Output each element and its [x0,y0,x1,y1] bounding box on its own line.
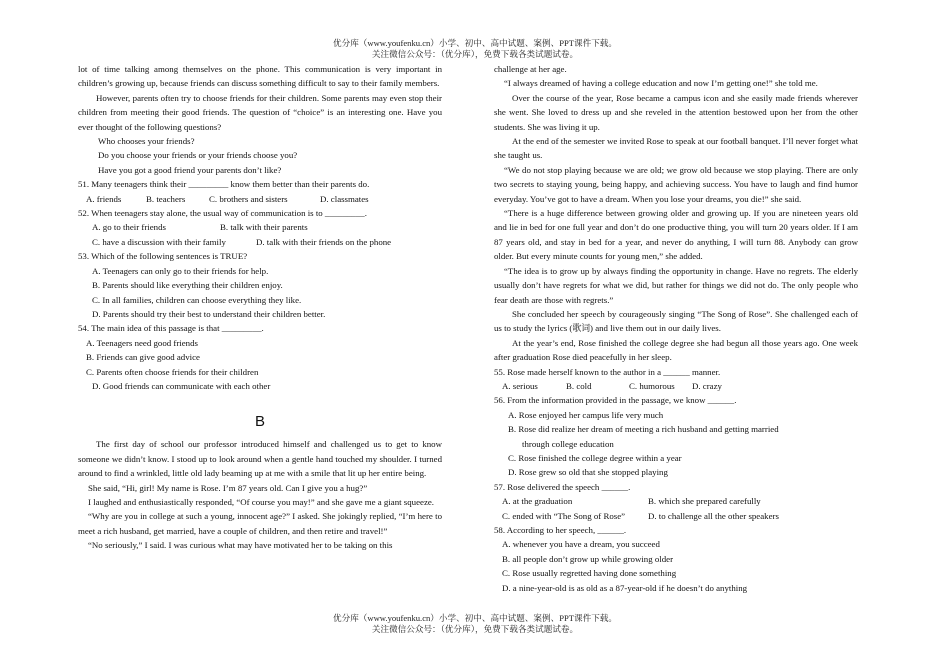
passage-b-paragraph: She said, “Hi, girl! My name is Rose. I’m 87 years old. Can I give you a hug?” [88,482,368,493]
option-c: C. Parents often choose friends for their children [86,366,259,377]
question-57-options [494,509,858,523]
page-header [0,38,950,60]
option-b: B. Parents should like everything their children enjoy. [92,280,283,291]
question-54-stem: 54. The main idea of this passage is that _________. [78,323,264,334]
passage-b-paragraph: The first day of school our professor introduced himself and challenged us to get to know someone we didn’t know. I stood up to look around when a gentle hand touched my shoulder. I turned around to find a wrinkled, little old lady beaming up at me with a smile that lit up her entire being. [78,439,442,479]
passage-b-paragraph: “The idea is to grow up by always finding the opportunity in change. Have no regrets. The elderly usually don’t have regrets for what we did, but rather for things we did not do. The only people who fear death are those with regrets.” [494,265,858,305]
option-d: D. crazy [692,380,722,391]
option-a: A. Teenagers need good friends [86,337,198,348]
passage-b-paragraph: “There is a huge difference between growing older and growing up. If you are nineteen years old and lie in bed for one full year and don’t do one productive thing, you will turn 20 years older. If I am 87 years old, and stay in bed for a year, and never do anything, I will turn 88. Anybody can grow older. But every minute counts for young men,” she added. [494,208,858,262]
option-c: C. Rose finished the college degree within a year [508,452,682,463]
option-d: D. classmates [320,193,369,204]
option-c: C. humorous [629,380,675,391]
option-c: C. ended with “The Song of Rose” [502,510,626,521]
passage-b-paragraph: “We do not stop playing because we are old; we grow old because we stop playing. There are only two secrets to staying young, being happy, and achieving success. You have to laugh and find humor everyday. You’ve got to have a dream. When you lose your dreams, you die!” she said. [494,164,858,204]
passage-b-paragraph: At the end of the semester we invited Rose to speak at our football banquet. I’ll never forget what she taught us. [494,136,858,161]
option-a: A. friends [86,193,122,204]
option-a: A. serious [502,380,538,391]
option-d: D. to challenge all the other speakers [648,510,779,521]
question-58-stem: 58. According to her speech, ______. [494,525,627,535]
option-b: B. teachers [146,193,186,204]
option-a: A. at the graduation [502,496,573,507]
header-line-1: 优分库（www.youfenku.cn）小学、初中、高中试题、案例、PPT课件下载。 [333,38,617,48]
question-55-options [494,379,858,393]
passage-b-paragraph: I laughed and enthusiastically responded, “Of course you may!” and she gave me a giant squeeze. [88,496,435,507]
question-55-stem: 55. Rose made herself known to the author in a ______ manner. [494,366,721,377]
question-52-stem: 52. When teenagers stay alone, the usual way of communication is to _________. [78,208,367,219]
passage-b-paragraph: At the year’s end, Rose finished the college degree she had begun all those years ago. One week after graduation Rose died peacefully in her sleep. [494,337,858,363]
option-a: A. Rose enjoyed her campus life very much [508,409,664,420]
option-d: D. Parents should try their best to understand their children better. [92,308,326,319]
question-52-options [78,220,442,234]
right-column [494,62,858,595]
question-57-options [494,494,858,508]
passage-a-paragraph: However, parents often try to choose friends for their children. Some parents may even stop their children from meeting their good friends. The question of “choice” is an interesting one. Have you ever thought of the following questions? [78,92,442,132]
passage-b-paragraph: “No seriously,” I said. I was curious what may have motivated her to be taking on this [88,540,393,551]
section-b-heading: B [254,413,265,431]
question-51-options [78,192,442,206]
passage-a-question: Do you choose your friends or your friends choose you? [98,150,298,161]
passage-b-paragraph: She concluded her speech by courageously singing “The Song of Rose”. She challenged each of us to study the lyrics (歌词) and live them out in our daily lives. [494,308,858,334]
option-b: B. talk with their parents [220,222,308,233]
passage-a-intro: lot of time talking among themselves on the phone. This communication is very important in children’s growing up, because friends can discuss something difficult to say to their family members. [78,64,442,89]
option-b: B. all people don’t grow up while growing older [502,553,674,564]
option-a: A. go to their friends [92,222,166,233]
question-51-stem: 51. Many teenagers think their _________ know them better than their parents do. [78,179,370,190]
option-a: A. whenever you have a dream, you succeed [502,539,660,550]
option-d: D. Good friends can communicate with each other [92,380,271,391]
question-57-stem: 57. Rose delivered the speech ______. [494,481,631,492]
option-c: C. have a discussion with their family [92,236,226,247]
question-52-options [78,235,442,249]
option-c: C. Rose usually regretted having done something [502,568,677,579]
option-d: D. talk with their friends on the phone [256,236,392,247]
option-b: B. Rose did realize her dream of meeting a rich husband and getting married [508,424,779,435]
option-a: A. Teenagers can only go to their friends for help. [92,265,269,276]
page-footer [0,613,950,635]
passage-b-paragraph: “I always dreamed of having a college education and now I’m getting one!” she told me. [504,78,818,89]
passage-b-paragraph: “Why are you in college at such a young, innocent age?” I asked. She jokingly replied, “I’m here to meet a rich husband, get married, have a couple of children, and then retire and travel!” [78,511,442,536]
question-53-stem: 53. Which of the following sentences is TRUE? [78,251,248,262]
passage-a-question: Who chooses your friends? [98,136,195,147]
option-b-continuation: through college education [522,438,614,449]
header-line-2: 关注微信公众号：（优分库），免费下载各类试题试卷。 [371,49,579,59]
option-d: D. a nine-year-old is as old as a 87-year-old if he doesn’t do anything [502,582,748,593]
option-b: B. which she prepared carefully [648,496,761,507]
option-b: B. cold [566,380,592,391]
footer-line-2: 关注微信公众号：（优分库），免费下载各类试题试卷。 [371,624,579,634]
question-56-stem: 56. From the information provided in the passage, we know ______. [494,395,737,406]
footer-line-1: 优分库（www.youfenku.cn）小学、初中、高中试题、案例、PPT课件下载。 [333,613,617,623]
option-c: C. In all families, children can choose everything they like. [92,294,302,305]
passage-a-question: Have you got a good friend your parents don’t like? [98,164,282,175]
left-column [78,62,442,553]
passage-b-continuation: challenge at her age. [494,64,567,74]
passage-b-paragraph: Over the course of the year, Rose became a campus icon and she easily made friends wherever she went. She loved to dress up and she reveled in the attention bestowed upon her from the other students. She was living it up. [494,92,858,132]
option-d: D. Rose grew so old that she stopped playing [508,467,668,478]
option-c: C. brothers and sisters [209,193,288,204]
option-b: B. Friends can give good advice [86,352,200,363]
